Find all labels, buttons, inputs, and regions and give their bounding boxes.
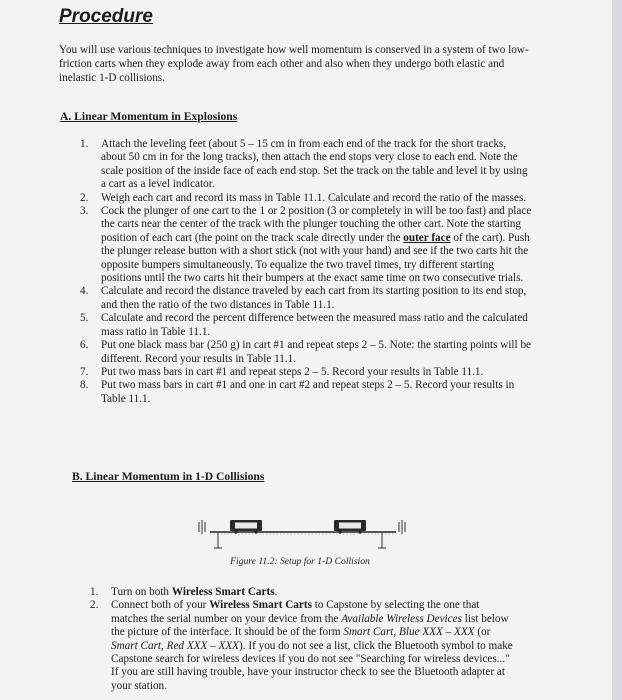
section-b-heading: B. Linear Momentum in 1-D Collisions — [72, 470, 265, 483]
list-item: 6. Put one black mass bar (250 g) in cart #1 and repeat steps 2 – 5. Note: the starting points will be different. Record your results in Table 11.1. — [80, 339, 532, 365]
list-item: 2. Connect both of your Wireless Smart Carts to Capstone by selecting the one that matches the serial number on your device from the Available Wireless Devices list below the picture of the interface. It should be of the form Smart Cart, Blue XXX – XXX (or Smart Cart, Red XXX – XXX). If you do not see a list, click the Bluetooth symbol to make Capstone search for wireless devices if you do not see "Searching for wireless devices..." If you are still having trouble, have your instructor check to see the Bluetooth adapter at your station. — [90, 599, 513, 692]
section-b-steps — [90, 586, 518, 693]
list-item: 2. Weigh each cart and record its mass in Table 11.1. Calculate and record the ratio of the masses. — [80, 191, 527, 204]
end-stop-left — [199, 520, 205, 534]
list-item: 8. Put two mass bars in cart #1 and one in cart #2 and repeat steps 2 – 5. Record your results in Table 11.1. — [80, 379, 515, 405]
list-item: 4. Calculate and record the distance traveled by each cart from its starting position to its end stop, and then the ratio of the two distances in Table 11.1. — [80, 285, 527, 311]
list-item: 5. Calculate and record the percent difference between the measured mass ratio and the calculated mass ratio in Table 11.1. — [80, 312, 528, 338]
list-item: 1. Turn on both Wireless Smart Carts. — [90, 586, 278, 598]
section-a-steps — [80, 138, 532, 406]
page-title: Procedure — [59, 6, 153, 27]
emphasis-text: outer face — [403, 231, 451, 244]
page-edge — [612, 0, 622, 700]
end-stop-right — [399, 520, 405, 534]
collision-setup-figure — [196, 510, 408, 554]
list-item: 3. Cock the plunger of one cart to the 1 or 2 position (3 or completely in will be too fast) and place the carts near the center of the track with the plunger touching the other cart. Note the starting position of each cart (the point on the track scale directly under the outer face of the cart). Push the plunger release button with a short stick (not with your hand) and see if the two carts hit the opposite bumpers simultaneously. To equalize the two travel times, try different starting positions until the two carts hit their bumpers at the exact same time on two consecutive trials. — [80, 205, 532, 285]
section-a-heading: A. Linear Momentum in Explosions — [60, 110, 238, 123]
list-item: 7. Put two mass bars in cart #1 and repeat steps 2 – 5. Record your results in Table 11.1. — [80, 365, 484, 378]
intro-paragraph: You will use various techniques to investigate how well momentum is conserved in a system of two low-friction carts when they explode away from each other and also when they undergo both elastic and inelastic 1-D collisions. — [59, 44, 529, 84]
figure-caption: Figure 11.2: Setup for 1-D Collision — [230, 556, 370, 567]
leveling-foot-right — [378, 532, 386, 548]
leveling-foot-left — [214, 532, 222, 548]
list-item: 1. Attach the leveling feet (about 5 – 15 cm in from each end of the track for the short tracks, about 50 cm in for the long tracks), then attach the end stops very close to each end. Note the scale position of the inside face of each end stop. Set the track on the table and level it by using a cart as a level indicator. — [80, 138, 528, 191]
